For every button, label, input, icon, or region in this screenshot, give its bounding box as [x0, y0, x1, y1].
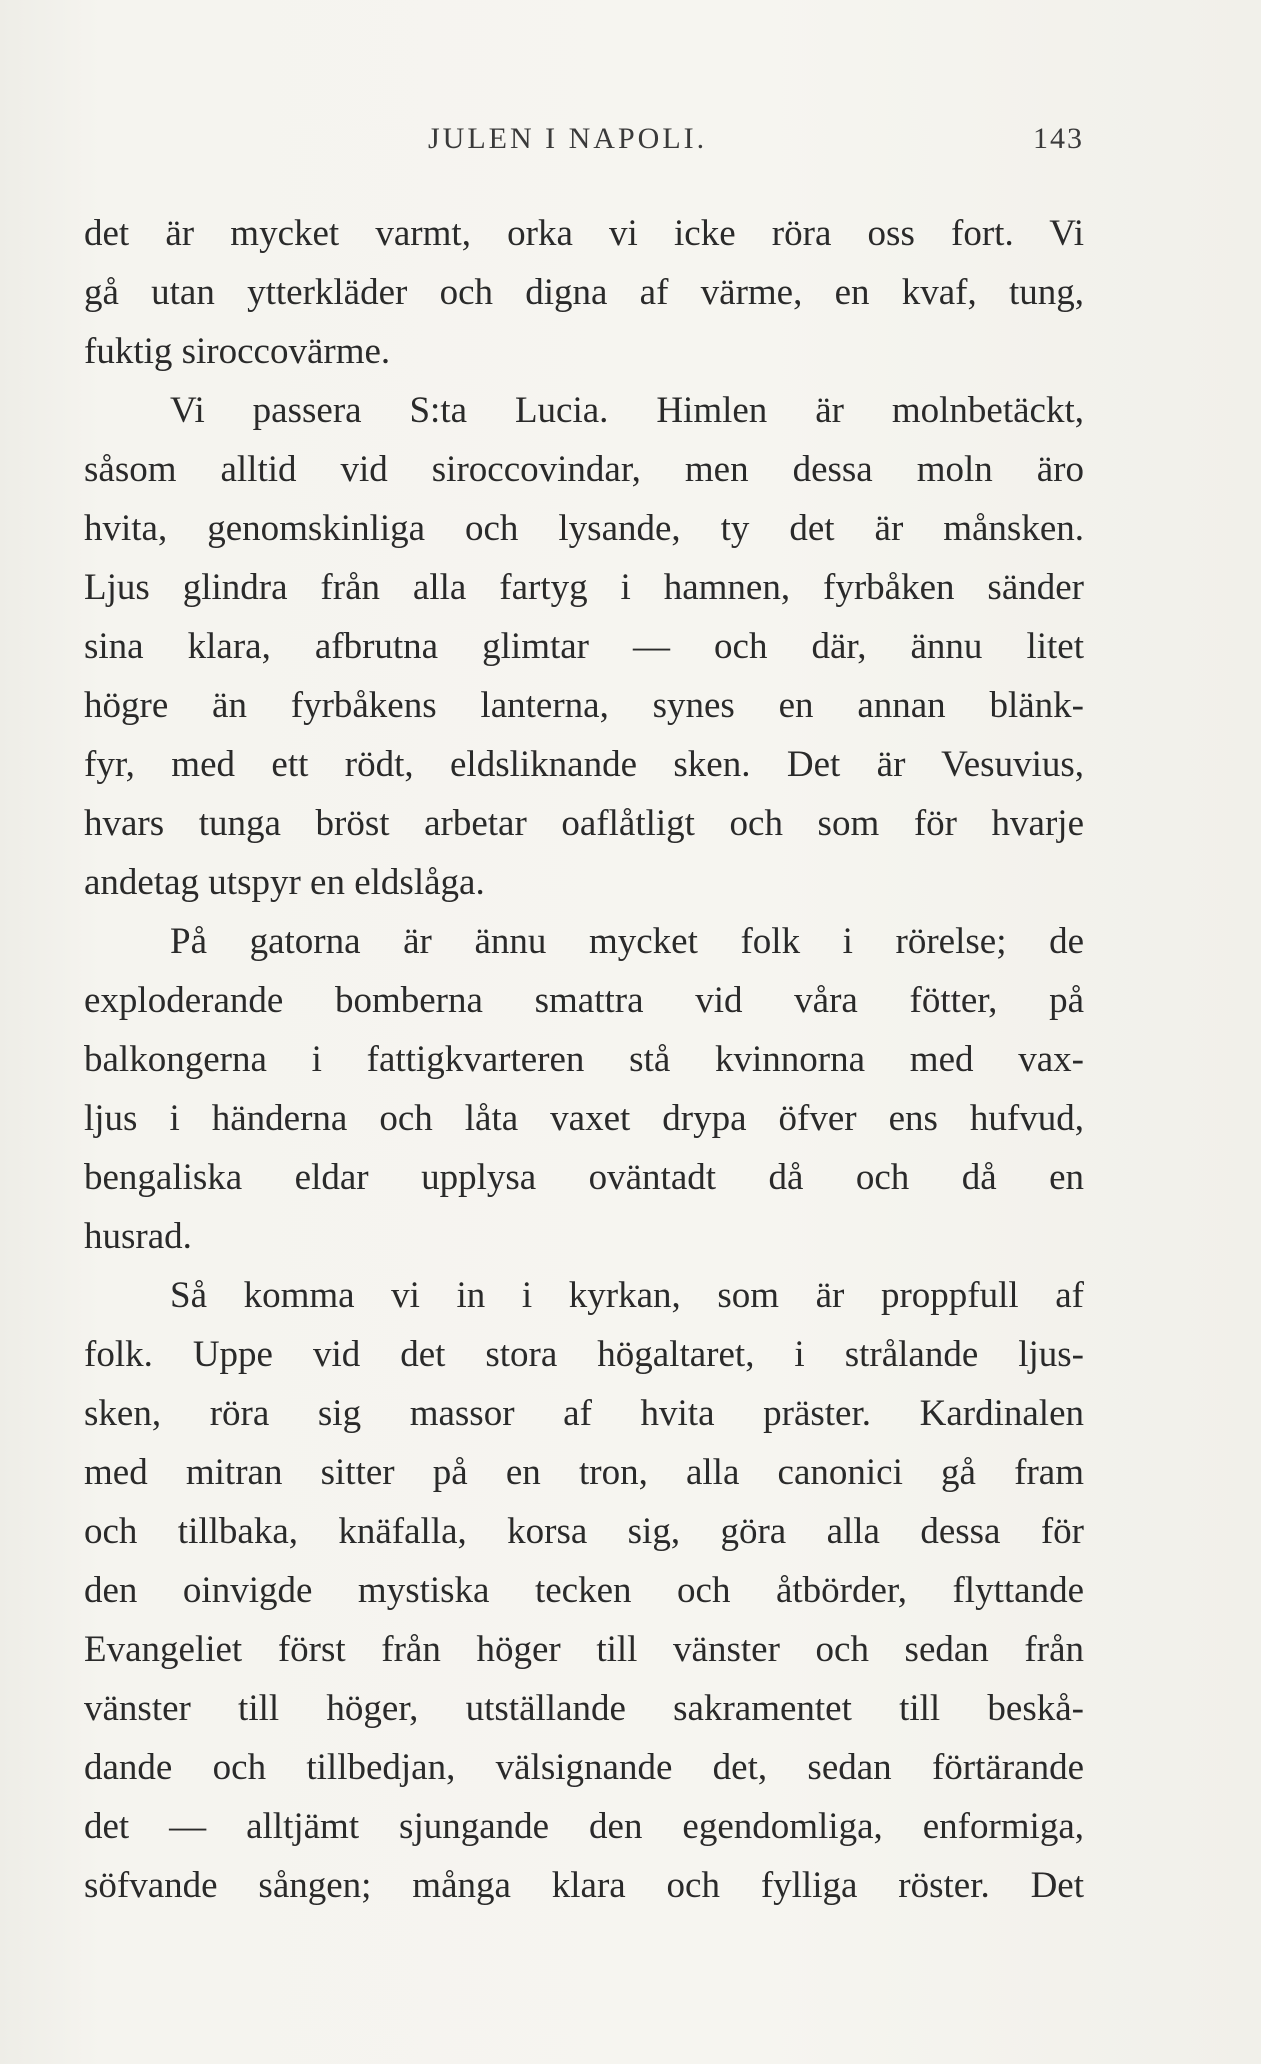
text-line: det är mycket varmt, orka vi icke röra oss fort. Vi	[84, 213, 1084, 254]
text-line: Så komma vi in i kyrkan, som är proppfull af	[170, 1275, 1084, 1316]
text-line: högre än fyrbåkens lanterna, synes en annan blänk-	[84, 685, 1084, 726]
text-line: hvita, genomskinliga och lysande, ty det är månsken.	[84, 508, 1084, 549]
text-line: fyr, med ett rödt, eldsliknande sken. Det är Vesuvius,	[84, 744, 1084, 785]
text-line: bengaliska eldar upplysa oväntadt då och då en	[84, 1157, 1084, 1198]
running-title: JULEN I NAPOLI.	[428, 122, 708, 155]
text-line: gå utan ytterkläder och digna af värme, en kvaf, tung,	[84, 272, 1084, 313]
text-line: med mitran sitter på en tron, alla canonici gå fram	[84, 1452, 1084, 1493]
text-line: husrad.	[84, 1216, 192, 1257]
text-line: Vi passera S:ta Lucia. Himlen är molnbetäckt,	[170, 390, 1084, 431]
text-line: balkongerna i fattigkvarteren stå kvinnorna med vax-	[84, 1039, 1084, 1080]
text-line: hvars tunga bröst arbetar oaflåtligt och som för hvarje	[84, 803, 1084, 844]
text-line: På gatorna är ännu mycket folk i rörelse; de	[170, 921, 1084, 962]
body-text	[84, 204, 1084, 1915]
text-line: det — alltjämt sjungande den egendomliga, enformiga,	[84, 1806, 1084, 1847]
running-head	[84, 122, 1084, 162]
text-line: söfvande sången; många klara och fylliga röster. Det	[84, 1865, 1084, 1906]
text-line: exploderande bomberna smattra vid våra fötter, på	[84, 980, 1084, 1021]
text-line: folk. Uppe vid det stora högaltaret, i strålande ljus-	[84, 1334, 1084, 1375]
text-line: sina klara, afbrutna glimtar — och där, ännu litet	[84, 626, 1084, 667]
text-line: Evangeliet först från höger till vänster och sedan från	[84, 1629, 1084, 1670]
text-line: såsom alltid vid siroccovindar, men dessa moln äro	[84, 449, 1084, 490]
text-line: dande och tillbedjan, välsignande det, sedan förtärande	[84, 1747, 1084, 1788]
text-line: andetag utspyr en eldslåga.	[84, 862, 485, 903]
text-line: fuktig siroccovärme.	[84, 331, 391, 372]
text-line: ljus i händerna och låta vaxet drypa öfver ens hufvud,	[84, 1098, 1084, 1139]
text-line: sken, röra sig massor af hvita präster. Kardinalen	[84, 1393, 1084, 1434]
text-line: den oinvigde mystiska tecken och åtbörder, flyttande	[84, 1570, 1084, 1611]
text-line: vänster till höger, utställande sakramentet till beskå-	[84, 1688, 1084, 1729]
text-line: och tillbaka, knäfalla, korsa sig, göra alla dessa för	[84, 1511, 1084, 1552]
text-line: Ljus glindra från alla fartyg i hamnen, fyrbåken sänder	[84, 567, 1084, 608]
page-number: 143	[1033, 122, 1084, 155]
